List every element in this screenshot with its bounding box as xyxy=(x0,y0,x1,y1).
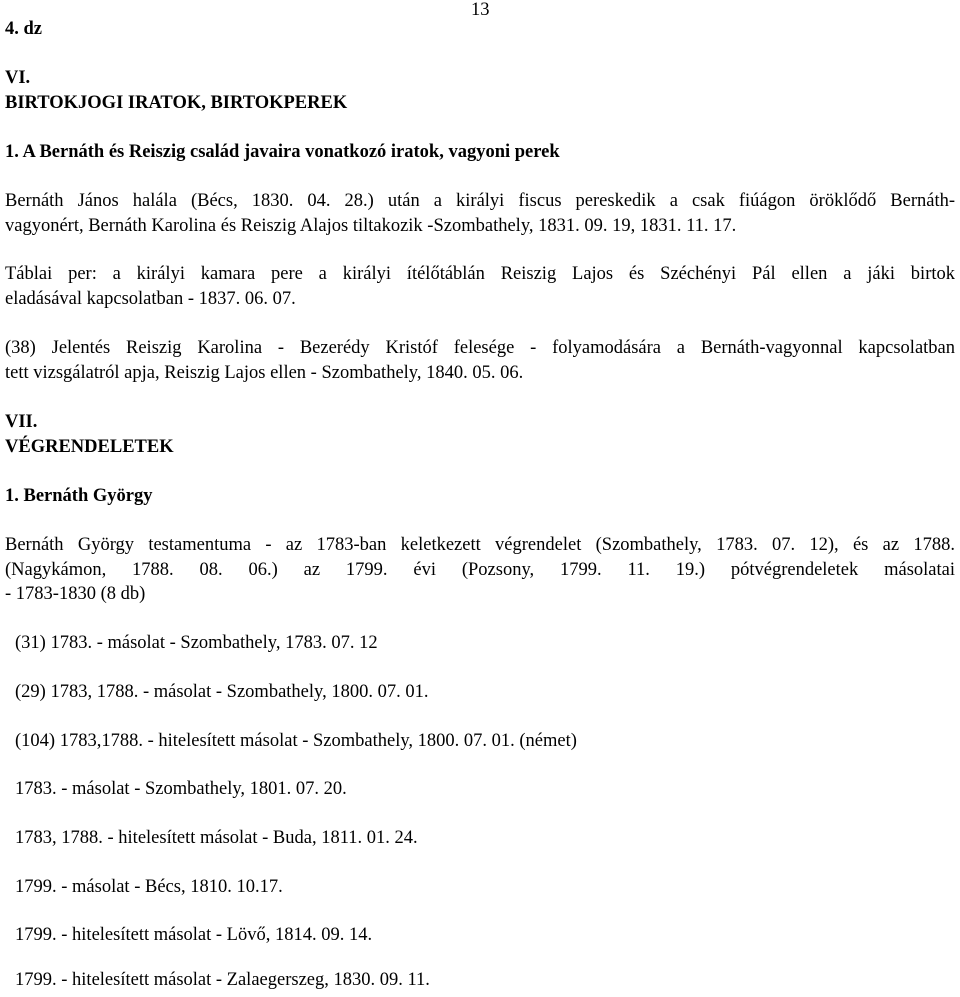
section-6-numeral: VI. xyxy=(5,68,31,88)
paragraph-line: tett vizsgálatról apja, Reiszig Lajos ellen - Szombathely, 1840. 05. 06. xyxy=(5,363,524,383)
list-item: 1799. - másolat - Bécs, 1810. 10.17. xyxy=(15,877,283,897)
section-6-sub1-heading: 1. A Bernáth és Reiszig család javaira vonatkozó iratok, vagyoni perek xyxy=(5,142,560,162)
paragraph-line: Táblai per: a királyi kamara pere a királyi ítélőtáblán Reiszig Lajos és Széchényi Pál ellen a jáki birtok xyxy=(5,264,955,284)
paragraph-line: (Nagykámon, 1788. 08. 06.) az 1799. évi (Pozsony, 1799. 11. 19.) pótvégrendeletek másolatai xyxy=(5,560,955,580)
list-item: 1799. - hitelesített másolat - Lövő, 1814. 09. 14. xyxy=(15,925,373,945)
section-7-numeral: VII. xyxy=(5,412,38,432)
paragraph-line: Bernáth János halála (Bécs, 1830. 04. 28.) után a királyi fiscus pereskedik a csak fiúágon öröklődő Bernáth- xyxy=(5,191,955,211)
list-item: 1799. - hitelesített másolat - Zalaegerszeg, 1830. 09. 11. xyxy=(15,970,430,990)
list-item: (29) 1783, 1788. - másolat - Szombathely, 1800. 07. 01. xyxy=(15,682,429,702)
section-7-sub1-heading: 1. Bernáth György xyxy=(5,486,153,506)
paragraph-line: Bernáth György testamentuma - az 1783-ban keletkezett végrendelet (Szombathely, 1783. 07. 12), és az 1788. xyxy=(5,535,955,555)
section-code: 4. dz xyxy=(5,19,42,39)
section-6-title: BIRTOKJOGI IRATOK, BIRTOKPEREK xyxy=(5,93,348,113)
list-item: 1783. - másolat - Szombathely, 1801. 07. 20. xyxy=(15,779,347,799)
paragraph-line: eladásával kapcsolatban - 1837. 06. 07. xyxy=(5,289,296,309)
paragraph-line: vagyonért, Bernáth Karolina és Reiszig Alajos tiltakozik -Szombathely, 1831. 09. 19, 1831. 11. 17. xyxy=(5,216,737,236)
list-item: 1783, 1788. - hitelesített másolat - Buda, 1811. 01. 24. xyxy=(15,828,418,848)
list-item: (31) 1783. - másolat - Szombathely, 1783. 07. 12 xyxy=(15,633,378,653)
page-number: 13 xyxy=(471,0,490,20)
paragraph-line: - 1783-1830 (8 db) xyxy=(5,584,146,604)
paragraph-line: (38) Jelentés Reiszig Karolina - Bezerédy Kristóf felesége - folyamodására a Bernáth-vagyonnal kapcsolatban xyxy=(5,338,955,358)
section-7-title: VÉGRENDELETEK xyxy=(5,437,174,457)
list-item: (104) 1783,1788. - hitelesített másolat - Szombathely, 1800. 07. 01. (német) xyxy=(15,731,577,751)
